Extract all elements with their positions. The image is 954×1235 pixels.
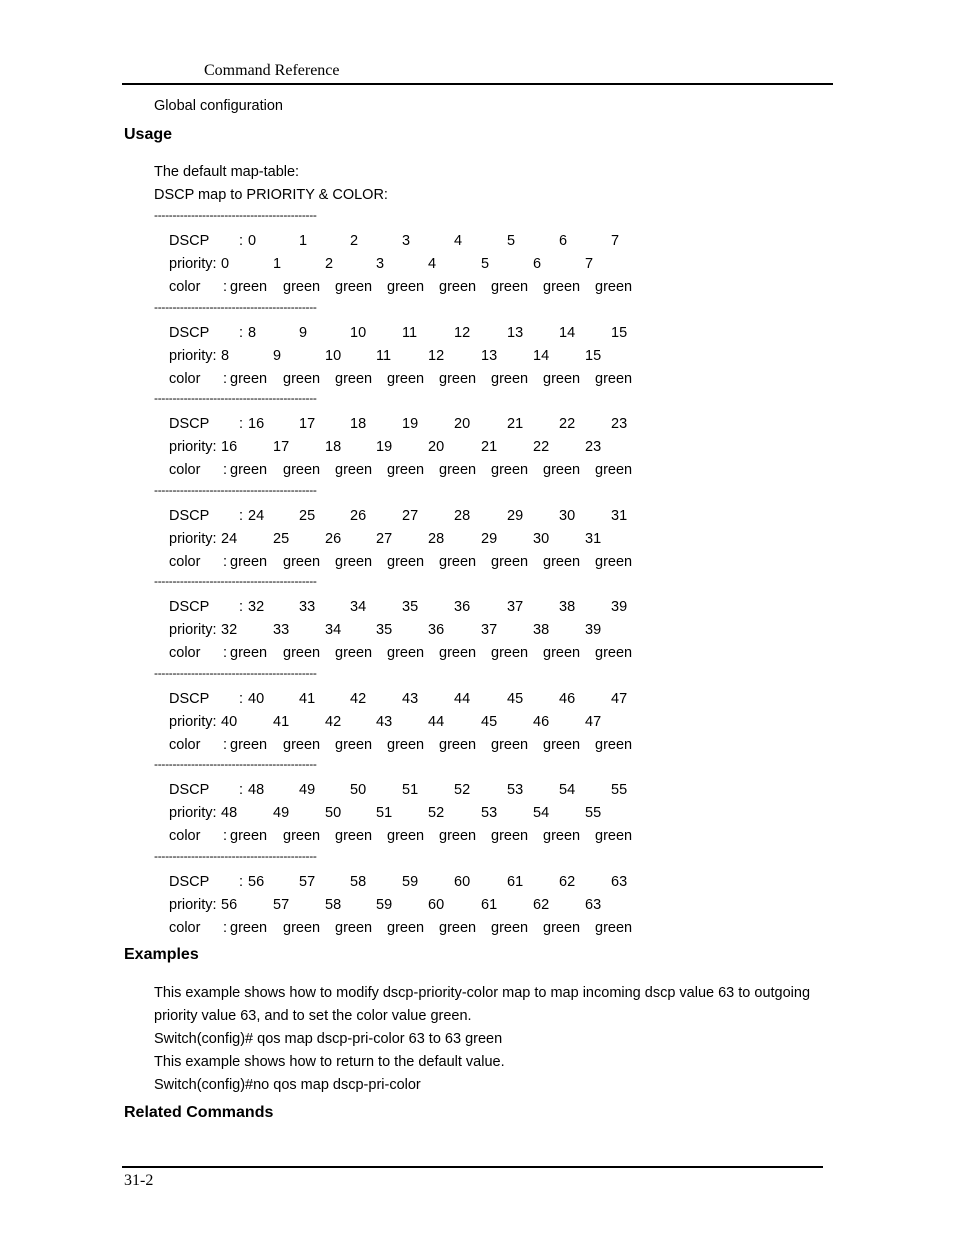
- color-value: green: [283, 279, 321, 295]
- priority-value: 53: [481, 805, 498, 821]
- color-value: green: [595, 279, 633, 295]
- dscp-value: 38: [559, 599, 576, 615]
- dscp-row-colon: :: [239, 507, 244, 524]
- color-value: green: [543, 462, 581, 478]
- dscp-value: 52: [454, 782, 471, 798]
- priority-value: 23: [585, 439, 602, 455]
- priority-row-label: priority:: [169, 713, 217, 730]
- dscp-row-colon: :: [239, 416, 244, 432]
- priority-row-label: priority:: [169, 896, 217, 913]
- priority-value: 13: [481, 347, 498, 364]
- priority-value: 48: [221, 805, 238, 821]
- color-row-label: color: [169, 736, 201, 753]
- color-value: green: [230, 370, 268, 387]
- dscp-value: 37: [507, 599, 524, 615]
- priority-value: 20: [428, 439, 445, 455]
- header-rule: [122, 83, 833, 85]
- priority-value: 9: [273, 347, 282, 364]
- dscp-row-colon: :: [239, 690, 244, 707]
- priority-value: 3: [376, 256, 385, 272]
- example-line: This example shows how to modify dscp-priority-color map to map incoming dscp value 63 to outgoing: [154, 985, 811, 1001]
- dscp-value: 25: [299, 507, 316, 524]
- priority-value: 17: [273, 439, 290, 455]
- color-value: green: [230, 828, 268, 844]
- table-separator: --------------------------------------------: [154, 574, 317, 588]
- priority-value: 43: [376, 713, 393, 730]
- color-row-label: color: [169, 553, 201, 570]
- color-value: green: [595, 919, 633, 936]
- color-value: green: [543, 919, 581, 936]
- color-value: green: [387, 736, 425, 753]
- priority-value: 7: [585, 256, 594, 272]
- command-mode-text: Global configuration: [154, 98, 283, 114]
- color-value: green: [543, 736, 581, 753]
- priority-value: 30: [533, 530, 550, 547]
- priority-value: 50: [325, 805, 342, 821]
- color-value: green: [543, 553, 581, 570]
- color-row-colon: :: [223, 736, 228, 753]
- priority-value: 41: [273, 713, 290, 730]
- priority-value: 21: [481, 439, 498, 455]
- color-value: green: [595, 370, 633, 387]
- dscp-value: 26: [350, 507, 367, 524]
- dscp-value: 45: [507, 690, 524, 707]
- dscp-value: 20: [454, 416, 471, 432]
- priority-value: 1: [273, 256, 282, 272]
- priority-value: 63: [585, 896, 602, 913]
- color-row-label: color: [169, 462, 201, 478]
- color-value: green: [595, 462, 633, 478]
- color-row-colon: :: [223, 645, 228, 661]
- example-line: priority value 63, and to set the color value green.: [154, 1008, 472, 1024]
- dscp-value: 16: [248, 416, 265, 432]
- dscp-value: 50: [350, 782, 367, 798]
- priority-value: 14: [533, 347, 550, 364]
- color-value: green: [491, 553, 529, 570]
- color-value: green: [595, 736, 633, 753]
- color-value: green: [439, 462, 477, 478]
- dscp-value: 62: [559, 873, 576, 890]
- dscp-row-colon: :: [239, 233, 244, 249]
- priority-value: 61: [481, 896, 498, 913]
- table-separator: --------------------------------------------: [154, 757, 317, 771]
- priority-value: 12: [428, 347, 445, 364]
- dscp-row-label: DSCP: [169, 507, 210, 524]
- color-value: green: [230, 462, 268, 478]
- priority-value: 35: [376, 622, 393, 638]
- color-value: green: [491, 645, 529, 661]
- priority-value: 4: [428, 256, 437, 272]
- color-row-label: color: [169, 370, 201, 387]
- priority-value: 62: [533, 896, 550, 913]
- color-row-colon: :: [223, 279, 228, 295]
- dscp-value: 18: [350, 416, 367, 432]
- color-value: green: [283, 553, 321, 570]
- page-number: 31-2: [124, 1172, 154, 1189]
- color-row-label: color: [169, 919, 201, 936]
- color-row-label: color: [169, 828, 201, 844]
- color-value: green: [283, 462, 321, 478]
- dscp-value: 4: [454, 233, 463, 249]
- dscp-value: 19: [402, 416, 419, 432]
- color-value: green: [335, 370, 373, 387]
- dscp-value: 9: [299, 324, 308, 341]
- dscp-value: 8: [248, 324, 257, 341]
- dscp-value: 11: [402, 324, 418, 341]
- dscp-value: 51: [402, 782, 419, 798]
- priority-value: 29: [481, 530, 498, 547]
- color-value: green: [543, 645, 581, 661]
- color-value: green: [230, 736, 268, 753]
- dscp-value: 35: [402, 599, 419, 615]
- example-line: This example shows how to return to the default value.: [154, 1054, 505, 1070]
- dscp-value: 13: [507, 324, 524, 341]
- table-separator: --------------------------------------------: [154, 665, 317, 680]
- dscp-value: 29: [507, 507, 524, 524]
- priority-value: 45: [481, 713, 498, 730]
- dscp-value: 46: [559, 690, 576, 707]
- color-value: green: [491, 279, 529, 295]
- dscp-value: 27: [402, 507, 419, 524]
- priority-row-label: priority:: [169, 805, 217, 821]
- dscp-row-label: DSCP: [169, 782, 210, 798]
- usage-intro-line-2: DSCP map to PRIORITY & COLOR:: [154, 187, 388, 203]
- priority-value: 15: [585, 347, 602, 364]
- priority-value: 46: [533, 713, 550, 730]
- priority-row-label: priority:: [169, 256, 217, 272]
- color-value: green: [595, 553, 633, 570]
- dscp-row-colon: :: [239, 782, 244, 798]
- priority-value: 52: [428, 805, 445, 821]
- dscp-value: 63: [611, 873, 628, 890]
- dscp-value: 10: [350, 324, 367, 341]
- color-value: green: [543, 279, 581, 295]
- color-value: green: [283, 828, 321, 844]
- dscp-value: 42: [350, 690, 367, 707]
- priority-value: 54: [533, 805, 550, 821]
- priority-value: 51: [376, 805, 393, 821]
- priority-value: 57: [273, 896, 290, 913]
- color-value: green: [283, 919, 321, 936]
- priority-value: 32: [221, 622, 238, 638]
- dscp-row-label: DSCP: [169, 690, 210, 707]
- priority-value: 34: [325, 622, 342, 638]
- dscp-value: 1: [299, 233, 308, 249]
- dscp-value: 54: [559, 782, 576, 798]
- usage-intro-line-1: The default map-table:: [154, 164, 300, 180]
- dscp-value: 28: [454, 507, 471, 524]
- dscp-value: 44: [454, 690, 471, 707]
- dscp-value: 49: [299, 782, 316, 798]
- priority-value: 16: [221, 439, 238, 455]
- table-separator: --------------------------------------------: [154, 208, 317, 222]
- dscp-value: 17: [299, 416, 316, 432]
- color-value: green: [491, 370, 529, 387]
- color-value: green: [335, 462, 373, 478]
- priority-value: 22: [533, 439, 550, 455]
- priority-value: 40: [221, 713, 238, 730]
- dscp-value: 36: [454, 599, 471, 615]
- color-row-colon: :: [223, 919, 228, 936]
- priority-value: 38: [533, 622, 550, 638]
- color-row-colon: :: [223, 370, 228, 387]
- dscp-value: 40: [248, 690, 265, 707]
- dscp-row-colon: :: [239, 873, 244, 890]
- priority-value: 36: [428, 622, 445, 638]
- dscp-value: 22: [559, 416, 576, 432]
- color-value: green: [595, 828, 633, 844]
- table-separator: --------------------------------------------: [154, 391, 317, 405]
- dscp-row-colon: :: [239, 324, 244, 341]
- priority-value: 10: [325, 347, 342, 364]
- dscp-value: 7: [611, 233, 620, 249]
- color-value: green: [230, 919, 268, 936]
- color-value: green: [491, 736, 529, 753]
- priority-value: 58: [325, 896, 342, 913]
- examples-heading: Examples: [124, 946, 199, 963]
- priority-value: 24: [221, 530, 238, 547]
- color-value: green: [335, 736, 373, 753]
- priority-value: 59: [376, 896, 393, 913]
- priority-row-label: priority:: [169, 530, 217, 547]
- dscp-value: 3: [402, 233, 411, 249]
- dscp-value: 0: [248, 233, 257, 249]
- color-value: green: [439, 553, 477, 570]
- color-value: green: [439, 279, 477, 295]
- usage-heading: Usage: [124, 126, 173, 143]
- dscp-value: 47: [611, 690, 628, 707]
- color-value: green: [335, 279, 373, 295]
- priority-value: 5: [481, 256, 490, 272]
- dscp-value: 23: [611, 416, 628, 432]
- priority-value: 6: [533, 256, 542, 272]
- color-value: green: [387, 462, 425, 478]
- example-line: Switch(config)# qos map dscp-pri-color 63 to 63 green: [154, 1031, 503, 1047]
- priority-value: 44: [428, 713, 445, 730]
- dscp-row-label: DSCP: [169, 599, 210, 615]
- color-value: green: [439, 370, 477, 387]
- color-row-colon: :: [223, 462, 228, 478]
- color-value: green: [491, 828, 529, 844]
- color-value: green: [439, 919, 477, 936]
- color-row-colon: :: [223, 553, 228, 570]
- priority-value: 49: [273, 805, 290, 821]
- priority-value: 56: [221, 896, 238, 913]
- priority-value: 0: [221, 256, 230, 272]
- color-value: green: [543, 370, 581, 387]
- dscp-value: 31: [611, 507, 628, 524]
- priority-value: 2: [325, 256, 334, 272]
- running-header-title: Command Reference: [204, 62, 340, 79]
- dscp-value: 24: [248, 507, 265, 524]
- table-separator: --------------------------------------------: [154, 848, 317, 863]
- color-value: green: [543, 828, 581, 844]
- dscp-value: 60: [454, 873, 471, 890]
- dscp-value: 34: [350, 599, 367, 615]
- priority-value: 27: [376, 530, 393, 547]
- dscp-value: 53: [507, 782, 524, 798]
- dscp-value: 30: [559, 507, 576, 524]
- color-value: green: [439, 736, 477, 753]
- priority-value: 31: [585, 530, 602, 547]
- footer-rule: [122, 1166, 823, 1168]
- dscp-value: 56: [248, 873, 265, 890]
- dscp-value: 57: [299, 873, 316, 890]
- priority-row-label: priority:: [169, 622, 217, 638]
- priority-row-label: priority:: [169, 347, 217, 364]
- color-value: green: [387, 828, 425, 844]
- color-row-label: color: [169, 645, 201, 661]
- priority-value: 18: [325, 439, 342, 455]
- priority-value: 28: [428, 530, 445, 547]
- priority-value: 26: [325, 530, 342, 547]
- priority-value: 39: [585, 622, 602, 638]
- color-value: green: [387, 553, 425, 570]
- priority-value: 47: [585, 713, 602, 730]
- table-separator: --------------------------------------------: [154, 482, 317, 497]
- priority-value: 8: [221, 347, 230, 364]
- dscp-row-label: DSCP: [169, 416, 210, 432]
- dscp-value: 41: [299, 690, 316, 707]
- color-value: green: [283, 736, 321, 753]
- color-value: green: [230, 645, 268, 661]
- color-row-colon: :: [223, 828, 228, 844]
- dscp-value: 58: [350, 873, 367, 890]
- color-value: green: [491, 462, 529, 478]
- priority-value: 60: [428, 896, 445, 913]
- color-value: green: [283, 370, 321, 387]
- color-value: green: [387, 645, 425, 661]
- table-separator: --------------------------------------------: [154, 299, 317, 314]
- dscp-value: 39: [611, 599, 628, 615]
- color-value: green: [439, 645, 477, 661]
- dscp-value: 6: [559, 233, 568, 249]
- color-row-label: color: [169, 279, 201, 295]
- dscp-value: 33: [299, 599, 316, 615]
- dscp-value: 43: [402, 690, 419, 707]
- priority-value: 42: [325, 713, 342, 730]
- color-value: green: [595, 645, 633, 661]
- priority-value: 19: [376, 439, 393, 455]
- color-value: green: [283, 645, 321, 661]
- color-value: green: [335, 645, 373, 661]
- priority-value: 25: [273, 530, 290, 547]
- color-value: green: [335, 919, 373, 936]
- color-value: green: [491, 919, 529, 936]
- color-value: green: [230, 279, 268, 295]
- dscp-value: 32: [248, 599, 265, 615]
- dscp-row-colon: :: [239, 599, 244, 615]
- priority-value: 37: [481, 622, 498, 638]
- color-value: green: [439, 828, 477, 844]
- dscp-value: 55: [611, 782, 628, 798]
- color-value: green: [335, 828, 373, 844]
- color-value: green: [387, 370, 425, 387]
- dscp-row-label: DSCP: [169, 873, 210, 890]
- related-commands-heading: Related Commands: [124, 1104, 274, 1121]
- color-value: green: [387, 919, 425, 936]
- dscp-value: 15: [611, 324, 628, 341]
- color-value: green: [335, 553, 373, 570]
- dscp-value: 48: [248, 782, 265, 798]
- priority-value: 55: [585, 805, 602, 821]
- example-line: Switch(config)#no qos map dscp-pri-color: [154, 1077, 421, 1093]
- dscp-value: 21: [507, 416, 524, 432]
- dscp-value: 2: [350, 233, 359, 249]
- priority-value: 11: [376, 347, 392, 364]
- dscp-row-label: DSCP: [169, 233, 210, 249]
- dscp-value: 59: [402, 873, 419, 890]
- dscp-value: 12: [454, 324, 471, 341]
- color-value: green: [230, 553, 268, 570]
- color-value: green: [387, 279, 425, 295]
- dscp-value: 5: [507, 233, 516, 249]
- dscp-row-label: DSCP: [169, 324, 210, 341]
- dscp-value: 61: [507, 873, 524, 890]
- priority-row-label: priority:: [169, 439, 217, 455]
- dscp-value: 14: [559, 324, 576, 341]
- priority-value: 33: [273, 622, 290, 638]
